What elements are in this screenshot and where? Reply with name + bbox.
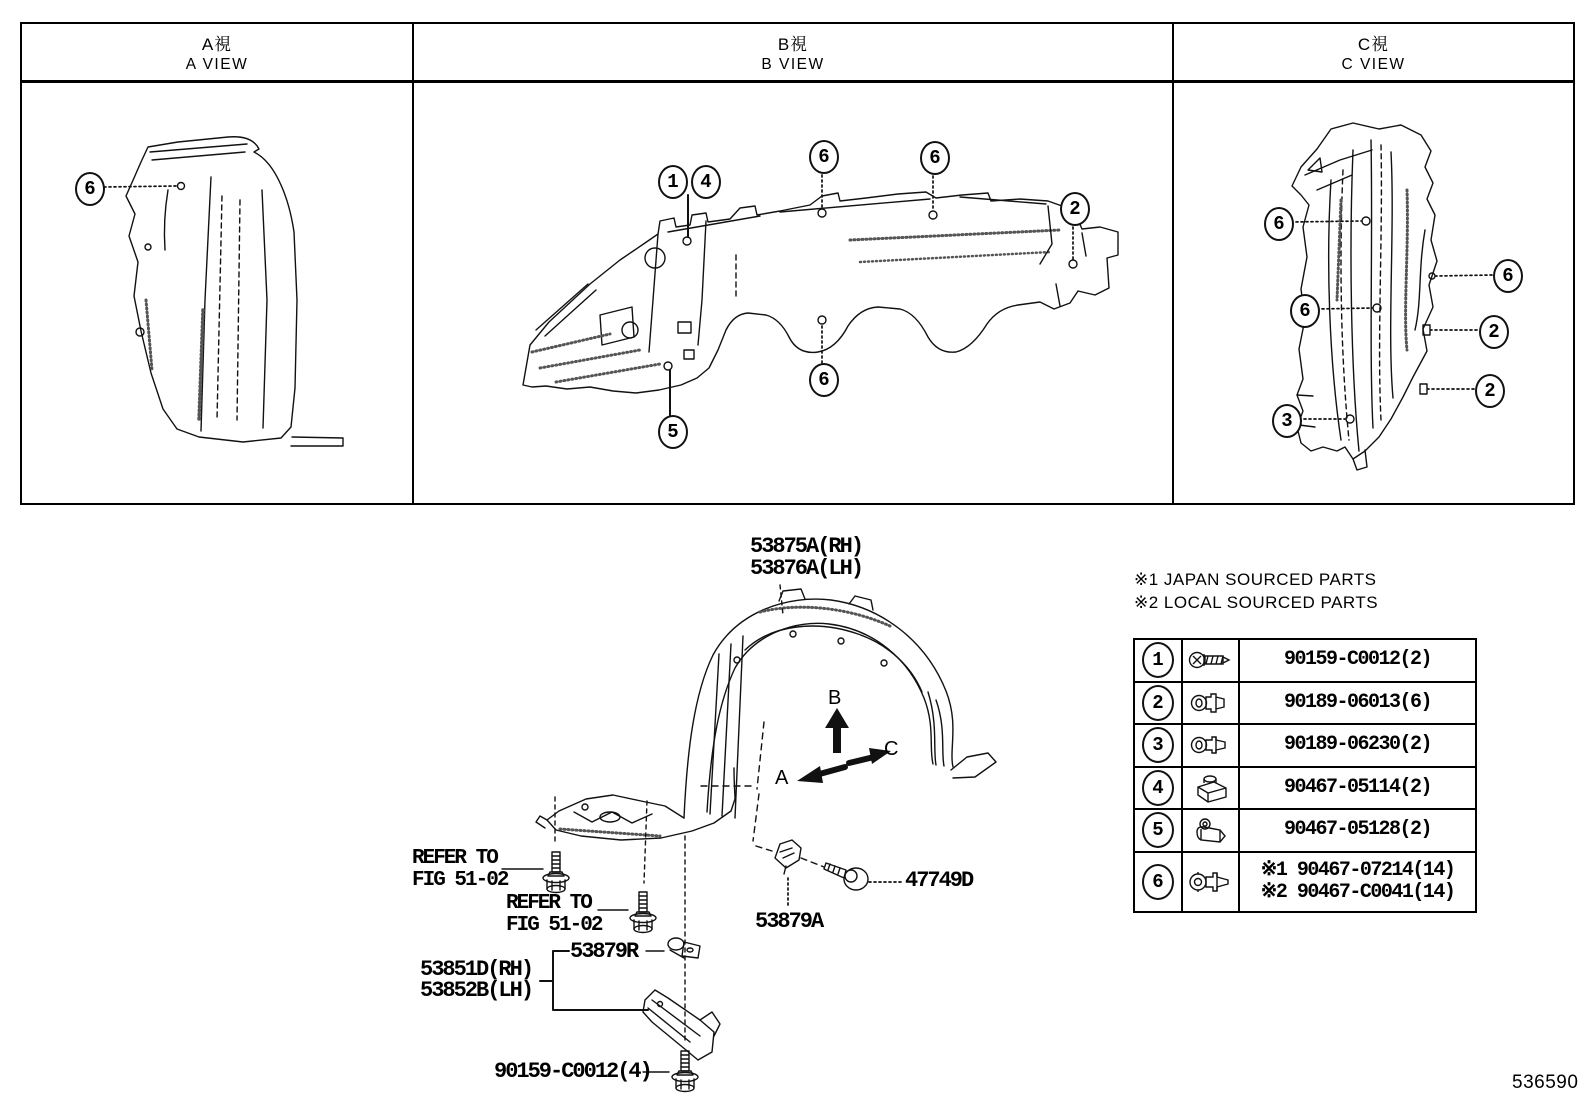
table-row — [1135, 683, 1475, 726]
refer-to-label-2 — [506, 893, 601, 937]
callout-number: 6 — [929, 147, 941, 169]
part-number-lh: 53876A(LH) — [750, 556, 863, 581]
part-number: 90467-05114(2) — [1283, 775, 1432, 799]
direction-letter-c: C — [884, 738, 899, 760]
a-view-title-en: A VIEW — [185, 56, 249, 73]
bracket-53851D-drawing — [643, 990, 720, 1060]
clip-part-number-label: 53879A — [755, 909, 823, 934]
b-view-title-en: B VIEW — [761, 56, 825, 73]
note-japan-sourced: ※1 JAPAN SOURCED PARTS — [1134, 570, 1377, 589]
b-view-header — [414, 24, 1172, 83]
callout-number: 6 — [1502, 265, 1514, 287]
callout-2-c-view — [1475, 374, 1505, 408]
fasteners-table — [1133, 638, 1477, 913]
refer-to-text: REFER TO — [412, 847, 497, 870]
callout-4-b-view — [691, 165, 721, 199]
retainer-part-number-label: 53879R — [570, 939, 638, 964]
c-view-title-en: C VIEW — [1341, 56, 1406, 73]
view-divider-ab — [412, 24, 414, 503]
callout-3-c-view — [1272, 404, 1302, 438]
callout-2-c-view — [1479, 315, 1509, 349]
row-callout-4: 4 — [1142, 770, 1174, 806]
liner-part-number-label — [750, 536, 862, 580]
table-row — [1135, 725, 1475, 768]
fig-ref-text: FIG 51-02 — [506, 914, 602, 937]
clip-nut-icon — [1188, 813, 1234, 847]
callout-6-b-view — [809, 140, 839, 174]
callout-6-c-view — [1264, 207, 1294, 241]
bracket-rh-text: 53851D(RH) — [420, 957, 533, 982]
figure-number: 536590 — [1512, 1072, 1579, 1093]
row-callout-1: 1 — [1142, 642, 1174, 678]
sourcing-notes — [1134, 568, 1378, 614]
table-row — [1135, 768, 1475, 811]
callout-number: 6 — [1273, 213, 1285, 235]
direction-arrow-b — [825, 708, 849, 753]
callout-number: 6 — [818, 146, 830, 168]
callout-1-b-view — [658, 165, 688, 199]
screw-drawing-refer1 — [543, 852, 569, 893]
screw-drawing-refer2 — [630, 892, 656, 933]
row-callout-2: 2 — [1142, 685, 1174, 721]
direction-arrow-a — [797, 766, 845, 783]
retainer-53879R-drawing — [668, 938, 700, 958]
callout-6-c-view — [1290, 294, 1320, 328]
view-divider-bc — [1172, 24, 1174, 503]
bolt-part-number-label: 47749D — [905, 868, 973, 893]
part-number-japan: ※1 90467-07214(14) — [1260, 858, 1455, 882]
part-number-local: ※2 90467-C0041(14) — [1260, 880, 1455, 904]
c-view-title-jp: C視 — [1357, 35, 1390, 54]
callout-number: 5 — [667, 421, 679, 443]
callout-number: 2 — [1488, 321, 1500, 343]
callout-number: 1 — [667, 171, 679, 193]
direction-letter-a: A — [775, 767, 789, 789]
row-callout-5: 5 — [1142, 812, 1174, 848]
callout-number: 2 — [1484, 380, 1496, 402]
part-number: 90189-06230(2) — [1283, 733, 1432, 757]
a-view-title-jp: A視 — [201, 35, 233, 54]
bracket-lh-text: 53852B(LH) — [420, 978, 533, 1003]
views-table — [20, 22, 1575, 505]
fender-liner-drawing — [536, 589, 996, 867]
part-number: 90189-06013(6) — [1283, 690, 1432, 714]
row-callout-3: 3 — [1142, 727, 1174, 763]
table-row — [1135, 853, 1475, 911]
a-view-header — [22, 24, 412, 83]
callout-5-b-view — [658, 415, 688, 449]
callout-2-b-view — [1060, 192, 1090, 226]
refer-to-text: REFER TO — [506, 892, 591, 915]
note-local-sourced: ※2 LOCAL SOURCED PARTS — [1134, 593, 1379, 612]
bracket-part-number-label — [420, 959, 532, 1001]
push-rivet-icon — [1188, 865, 1234, 899]
bolt-screw-icon — [1188, 643, 1234, 677]
refer-to-label-1 — [412, 848, 507, 892]
callout-number: 6 — [818, 369, 830, 391]
direction-letter-b: B — [828, 687, 842, 709]
callout-6-b-view — [920, 141, 950, 175]
callout-number: 3 — [1281, 410, 1293, 432]
callout-6-b-view — [809, 363, 839, 397]
b-view-title-jp: B視 — [777, 35, 809, 54]
clip-53879A-drawing — [775, 840, 801, 874]
callout-number: 2 — [1069, 198, 1081, 220]
callout-6-c-view — [1493, 259, 1523, 293]
row-callout-6: 6 — [1142, 864, 1174, 900]
screw-part-number-label: 90159-C0012(4) — [494, 1059, 651, 1084]
clip-icon — [1188, 728, 1234, 762]
part-number-rh: 53875A(RH) — [750, 534, 863, 559]
callout-number: 4 — [700, 171, 712, 193]
bolt-47749D-drawing — [824, 863, 868, 890]
callout-number: 6 — [84, 178, 96, 200]
clip-nut-icon — [1188, 771, 1234, 805]
c-view-header — [1174, 24, 1573, 83]
fig-ref-text: FIG 51-02 — [412, 869, 508, 892]
part-number: 90159-C0012(2) — [1283, 648, 1432, 672]
callout-number: 6 — [1299, 300, 1311, 322]
callout-6-a-view — [75, 172, 105, 206]
table-row — [1135, 810, 1475, 853]
table-row — [1135, 640, 1475, 683]
part-number: 90467-05128(2) — [1283, 818, 1432, 842]
clip-icon — [1188, 686, 1234, 720]
